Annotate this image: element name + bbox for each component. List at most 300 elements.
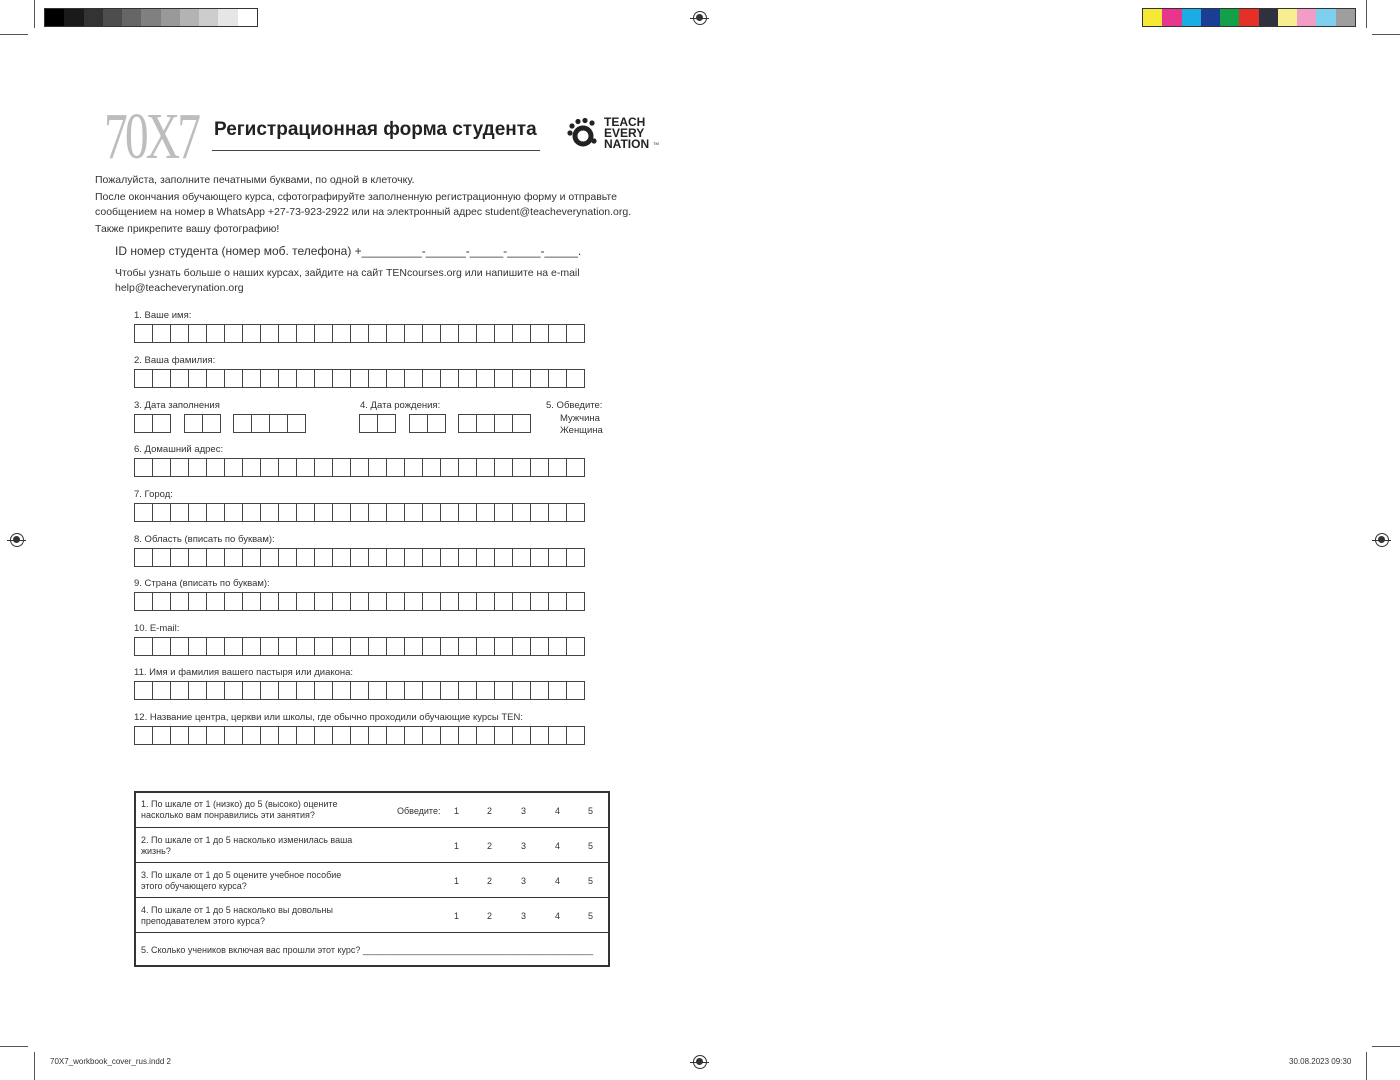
letter-box[interactable] — [224, 637, 243, 656]
letter-box[interactable] — [566, 503, 585, 522]
letter-box[interactable] — [494, 414, 513, 433]
letter-box[interactable] — [242, 548, 261, 567]
letter-box[interactable] — [386, 503, 405, 522]
letter-box[interactable] — [476, 458, 495, 477]
letter-box[interactable] — [206, 637, 225, 656]
letter-box[interactable] — [278, 548, 297, 567]
letter-box[interactable] — [548, 503, 567, 522]
letter-box[interactable] — [242, 681, 261, 700]
letter-box[interactable] — [206, 681, 225, 700]
letter-box[interactable] — [359, 414, 378, 433]
letter-box[interactable] — [368, 726, 387, 745]
letter-box[interactable] — [314, 458, 333, 477]
surname-boxes[interactable] — [134, 369, 584, 388]
letter-box[interactable] — [242, 592, 261, 611]
letter-box[interactable] — [170, 324, 189, 343]
color-strip — [1142, 8, 1356, 27]
score-4[interactable]: 4 — [555, 806, 561, 816]
letter-box[interactable] — [188, 324, 207, 343]
letter-box[interactable] — [368, 681, 387, 700]
letter-box[interactable] — [548, 369, 567, 388]
letter-box[interactable] — [332, 726, 351, 745]
score-5[interactable]: 5 — [588, 876, 594, 886]
letter-box[interactable] — [152, 637, 171, 656]
letter-box[interactable] — [224, 458, 243, 477]
letter-box[interactable] — [440, 324, 459, 343]
letter-box[interactable] — [440, 458, 459, 477]
score-2[interactable]: 2 — [487, 806, 493, 816]
letter-box[interactable] — [368, 548, 387, 567]
letter-box[interactable] — [134, 414, 153, 433]
letter-box[interactable] — [170, 503, 189, 522]
letter-box[interactable] — [188, 458, 207, 477]
letter-box[interactable] — [404, 726, 423, 745]
letter-box[interactable] — [458, 637, 477, 656]
letter-box[interactable] — [170, 592, 189, 611]
letter-box[interactable] — [202, 414, 221, 433]
letter-box[interactable] — [134, 503, 153, 522]
letter-box[interactable] — [422, 324, 441, 343]
letter-box[interactable] — [404, 503, 423, 522]
letter-box[interactable] — [278, 726, 297, 745]
letter-box[interactable] — [512, 681, 531, 700]
gender-female[interactable]: Женщина — [560, 425, 603, 436]
letter-box[interactable] — [350, 726, 369, 745]
letter-box[interactable] — [548, 726, 567, 745]
gender-male[interactable]: Мужчина — [560, 413, 600, 424]
letter-box[interactable] — [332, 324, 351, 343]
letter-box[interactable] — [152, 681, 171, 700]
letter-box[interactable] — [404, 592, 423, 611]
letter-box[interactable] — [494, 324, 513, 343]
letter-box[interactable] — [170, 681, 189, 700]
letter-box[interactable] — [530, 681, 549, 700]
letter-box[interactable] — [440, 369, 459, 388]
letter-box[interactable] — [530, 726, 549, 745]
letter-box[interactable] — [386, 681, 405, 700]
letter-box[interactable] — [170, 369, 189, 388]
letter-box[interactable] — [260, 637, 279, 656]
score-3[interactable]: 3 — [521, 876, 527, 886]
score-2[interactable]: 2 — [487, 911, 493, 921]
email-boxes[interactable] — [134, 637, 584, 656]
letter-box[interactable] — [332, 637, 351, 656]
letter-box[interactable] — [152, 503, 171, 522]
letter-box[interactable] — [386, 548, 405, 567]
letter-box[interactable] — [476, 726, 495, 745]
letter-box[interactable] — [476, 592, 495, 611]
letter-box[interactable] — [224, 548, 243, 567]
pastor-boxes[interactable] — [134, 681, 584, 700]
letter-box[interactable] — [314, 548, 333, 567]
letter-box[interactable] — [296, 592, 315, 611]
rating-row-3 — [136, 863, 608, 898]
letter-box[interactable] — [206, 592, 225, 611]
letter-box[interactable] — [206, 458, 225, 477]
letter-box[interactable] — [422, 369, 441, 388]
letter-box[interactable] — [350, 637, 369, 656]
letter-box[interactable] — [170, 548, 189, 567]
letter-box[interactable] — [206, 726, 225, 745]
letter-box[interactable] — [350, 548, 369, 567]
letter-box[interactable] — [206, 503, 225, 522]
letter-box[interactable] — [188, 726, 207, 745]
letter-box[interactable] — [404, 637, 423, 656]
score-3[interactable]: 3 — [521, 806, 527, 816]
center-boxes[interactable] — [134, 726, 584, 745]
letter-box[interactable] — [332, 681, 351, 700]
letter-box[interactable] — [314, 637, 333, 656]
letter-box[interactable] — [377, 414, 396, 433]
letter-box[interactable] — [296, 726, 315, 745]
letter-box[interactable] — [314, 324, 333, 343]
letter-box[interactable] — [404, 548, 423, 567]
fill-date-month-boxes[interactable] — [184, 414, 220, 433]
letter-box[interactable] — [260, 503, 279, 522]
letter-box[interactable] — [566, 726, 585, 745]
letter-box[interactable] — [152, 458, 171, 477]
letter-box[interactable] — [458, 503, 477, 522]
letter-box[interactable] — [422, 681, 441, 700]
letter-box[interactable] — [278, 324, 297, 343]
letter-box[interactable] — [224, 503, 243, 522]
letter-box[interactable] — [350, 681, 369, 700]
letter-box[interactable] — [440, 503, 459, 522]
letter-box[interactable] — [134, 681, 153, 700]
city-boxes[interactable] — [134, 503, 584, 522]
letter-box[interactable] — [530, 369, 549, 388]
letter-box[interactable] — [530, 503, 549, 522]
ten-logo-word-2: EVERY — [604, 126, 645, 140]
letter-box[interactable] — [512, 369, 531, 388]
letter-box[interactable] — [314, 681, 333, 700]
letter-box[interactable] — [548, 324, 567, 343]
letter-box[interactable] — [260, 592, 279, 611]
letter-box[interactable] — [458, 548, 477, 567]
letter-box[interactable] — [458, 369, 477, 388]
letter-box[interactable] — [422, 458, 441, 477]
letter-box[interactable] — [314, 369, 333, 388]
letter-box[interactable] — [566, 458, 585, 477]
letter-box[interactable] — [512, 726, 531, 745]
letter-box[interactable] — [530, 637, 549, 656]
letter-box[interactable] — [548, 592, 567, 611]
name-boxes[interactable] — [134, 324, 584, 343]
letter-box[interactable] — [314, 592, 333, 611]
student-id-line: ID номер студента (номер моб. телефона) +_________-______-_____-_____-_____. — [115, 244, 582, 258]
letter-box[interactable] — [530, 324, 549, 343]
letter-box[interactable] — [332, 592, 351, 611]
address-boxes[interactable] — [134, 458, 584, 477]
letter-box[interactable] — [152, 324, 171, 343]
letter-box[interactable] — [512, 458, 531, 477]
letter-box[interactable] — [152, 414, 171, 433]
letter-box[interactable] — [566, 681, 585, 700]
letter-box[interactable] — [458, 592, 477, 611]
score-2[interactable]: 2 — [487, 876, 493, 886]
letter-box[interactable] — [332, 548, 351, 567]
color-swatch — [1220, 9, 1239, 26]
letter-box[interactable] — [530, 458, 549, 477]
letter-box[interactable] — [494, 681, 513, 700]
letter-box[interactable] — [152, 726, 171, 745]
score-1[interactable]: 1 — [454, 841, 460, 851]
letter-box[interactable] — [440, 726, 459, 745]
footer-file-info: 70X7_workbook_cover_rus.indd 2 — [50, 1057, 171, 1066]
letter-box[interactable] — [386, 726, 405, 745]
letter-box[interactable] — [350, 458, 369, 477]
letter-box[interactable] — [242, 726, 261, 745]
score-3[interactable]: 3 — [521, 911, 527, 921]
rating-question-4: 4. По шкале от 1 до 5 насколько вы довольны преподавателем этого курса? — [141, 905, 333, 926]
letter-box[interactable] — [368, 324, 387, 343]
fill-date-day-boxes[interactable] — [134, 414, 170, 433]
letter-box[interactable] — [260, 726, 279, 745]
field-label-pastor: 11. Имя и фамилия вашего пастыря или диакона: — [134, 667, 354, 678]
letter-box[interactable] — [242, 369, 261, 388]
letter-box[interactable] — [566, 592, 585, 611]
letter-box[interactable] — [170, 637, 189, 656]
letter-box[interactable] — [170, 458, 189, 477]
country-boxes[interactable] — [134, 592, 584, 611]
letter-box[interactable] — [152, 369, 171, 388]
letter-box[interactable] — [404, 369, 423, 388]
letter-box[interactable] — [224, 592, 243, 611]
letter-box[interactable] — [206, 324, 225, 343]
letter-box[interactable] — [566, 369, 585, 388]
letter-box[interactable] — [530, 592, 549, 611]
letter-box[interactable] — [134, 726, 153, 745]
letter-box[interactable] — [476, 637, 495, 656]
letter-box[interactable] — [512, 503, 531, 522]
letter-box[interactable] — [134, 369, 153, 388]
letter-box[interactable] — [332, 458, 351, 477]
letter-box[interactable] — [476, 681, 495, 700]
letter-box[interactable] — [386, 458, 405, 477]
score-5[interactable]: 5 — [588, 841, 594, 851]
letter-box[interactable] — [242, 637, 261, 656]
letter-box[interactable] — [332, 503, 351, 522]
region-boxes[interactable] — [134, 548, 584, 567]
field-label-region: 8. Область (вписать по буквам): — [134, 534, 275, 545]
score-1[interactable]: 1 — [454, 876, 460, 886]
letter-box[interactable] — [260, 369, 279, 388]
letter-box[interactable] — [440, 548, 459, 567]
letter-box[interactable] — [386, 592, 405, 611]
color-swatch — [1278, 9, 1297, 26]
letter-box[interactable] — [188, 369, 207, 388]
letter-box[interactable] — [476, 369, 495, 388]
letter-box[interactable] — [188, 503, 207, 522]
ten-logo-mark-icon — [566, 117, 600, 151]
letter-box[interactable] — [566, 324, 585, 343]
score-2[interactable]: 2 — [487, 841, 493, 851]
score-1[interactable]: 1 — [454, 806, 460, 816]
letter-box[interactable] — [476, 548, 495, 567]
letter-box[interactable] — [152, 592, 171, 611]
letter-box[interactable] — [548, 681, 567, 700]
letter-box[interactable] — [314, 503, 333, 522]
letter-box[interactable] — [458, 726, 477, 745]
letter-box[interactable] — [350, 369, 369, 388]
score-4[interactable]: 4 — [555, 841, 561, 851]
letter-box[interactable] — [278, 369, 297, 388]
letter-box[interactable] — [296, 369, 315, 388]
letter-box[interactable] — [476, 324, 495, 343]
letter-box[interactable] — [152, 548, 171, 567]
score-1[interactable]: 1 — [454, 911, 460, 921]
letter-box[interactable] — [566, 548, 585, 567]
birth-date-year-boxes[interactable] — [458, 414, 530, 433]
letter-box[interactable] — [314, 726, 333, 745]
letter-box[interactable] — [458, 458, 477, 477]
letter-box[interactable] — [422, 726, 441, 745]
letter-box[interactable] — [494, 548, 513, 567]
letter-box[interactable] — [386, 369, 405, 388]
student-count-question[interactable]: 5. Сколько учеников включая вас прошли этот курс? ______________________________________________ — [141, 945, 594, 955]
letter-box[interactable] — [409, 414, 428, 433]
letter-box[interactable] — [260, 324, 279, 343]
registration-mark-icon — [10, 533, 24, 547]
letter-box[interactable] — [184, 414, 203, 433]
letter-box[interactable] — [404, 681, 423, 700]
letter-box[interactable] — [494, 637, 513, 656]
letter-box[interactable] — [134, 458, 153, 477]
letter-box[interactable] — [242, 503, 261, 522]
letter-box[interactable] — [296, 503, 315, 522]
title-underline — [212, 150, 540, 151]
letter-box[interactable] — [476, 414, 495, 433]
letter-box[interactable] — [278, 592, 297, 611]
letter-box[interactable] — [476, 503, 495, 522]
letter-box[interactable] — [251, 414, 270, 433]
letter-box[interactable] — [494, 592, 513, 611]
score-4[interactable]: 4 — [555, 911, 561, 921]
score-5[interactable]: 5 — [588, 911, 594, 921]
letter-box[interactable] — [548, 637, 567, 656]
letter-box[interactable] — [296, 458, 315, 477]
letter-box[interactable] — [458, 414, 477, 433]
birth-date-month-boxes[interactable] — [409, 414, 445, 433]
letter-box[interactable] — [494, 503, 513, 522]
field-label-country: 9. Страна (вписать по буквам): — [134, 578, 270, 589]
letter-box[interactable] — [170, 726, 189, 745]
letter-box[interactable] — [494, 726, 513, 745]
letter-box[interactable] — [440, 592, 459, 611]
letter-box[interactable] — [296, 548, 315, 567]
letter-box[interactable] — [134, 637, 153, 656]
fill-date-year-boxes[interactable] — [233, 414, 305, 433]
letter-box[interactable] — [278, 681, 297, 700]
letter-box[interactable] — [512, 637, 531, 656]
letter-box[interactable] — [206, 369, 225, 388]
rating-table — [134, 791, 610, 967]
letter-box[interactable] — [134, 324, 153, 343]
letter-box[interactable] — [224, 681, 243, 700]
letter-box[interactable] — [494, 458, 513, 477]
letter-box[interactable] — [440, 637, 459, 656]
letter-box[interactable] — [368, 592, 387, 611]
circle-label: Обведите: — [397, 806, 441, 816]
letter-box[interactable] — [260, 458, 279, 477]
letter-box[interactable] — [422, 503, 441, 522]
letter-box[interactable] — [512, 414, 531, 433]
letter-box[interactable] — [260, 548, 279, 567]
letter-box[interactable] — [296, 681, 315, 700]
letter-box[interactable] — [368, 458, 387, 477]
letter-box[interactable] — [224, 324, 243, 343]
letter-box[interactable] — [458, 324, 477, 343]
letter-box[interactable] — [368, 637, 387, 656]
letter-box[interactable] — [350, 592, 369, 611]
letter-box[interactable] — [404, 458, 423, 477]
letter-box[interactable] — [404, 324, 423, 343]
letter-box[interactable] — [224, 369, 243, 388]
color-swatch — [1259, 9, 1278, 26]
letter-box[interactable] — [188, 681, 207, 700]
letter-box[interactable] — [548, 458, 567, 477]
letter-box[interactable] — [494, 369, 513, 388]
registration-mark-icon — [693, 11, 707, 25]
letter-box[interactable] — [260, 681, 279, 700]
letter-box[interactable] — [350, 503, 369, 522]
letter-box[interactable] — [242, 324, 261, 343]
letter-box[interactable] — [427, 414, 446, 433]
letter-box[interactable] — [296, 324, 315, 343]
letter-box[interactable] — [386, 637, 405, 656]
letter-box[interactable] — [422, 592, 441, 611]
letter-box[interactable] — [332, 369, 351, 388]
crop-mark — [34, 0, 35, 28]
letter-box[interactable] — [278, 503, 297, 522]
letter-box[interactable] — [188, 637, 207, 656]
letter-box[interactable] — [224, 726, 243, 745]
letter-box[interactable] — [440, 681, 459, 700]
letter-box[interactable] — [134, 592, 153, 611]
letter-box[interactable] — [422, 637, 441, 656]
letter-box[interactable] — [278, 637, 297, 656]
letter-box[interactable] — [287, 414, 306, 433]
color-swatch — [1182, 9, 1201, 26]
letter-box[interactable] — [422, 548, 441, 567]
letter-box[interactable] — [278, 458, 297, 477]
letter-box[interactable] — [188, 592, 207, 611]
letter-box[interactable] — [512, 548, 531, 567]
letter-box[interactable] — [512, 324, 531, 343]
letter-box[interactable] — [548, 548, 567, 567]
birth-date-day-boxes[interactable] — [359, 414, 395, 433]
field-label-address: 6. Домашний адрес: — [134, 444, 224, 455]
letter-box[interactable] — [566, 637, 585, 656]
score-5[interactable]: 5 — [588, 806, 594, 816]
letter-box[interactable] — [134, 548, 153, 567]
score-4[interactable]: 4 — [555, 876, 561, 886]
score-3[interactable]: 3 — [521, 841, 527, 851]
letter-box[interactable] — [188, 548, 207, 567]
letter-box[interactable] — [512, 592, 531, 611]
letter-box[interactable] — [368, 369, 387, 388]
letter-box[interactable] — [350, 324, 369, 343]
letter-box[interactable] — [296, 637, 315, 656]
letter-box[interactable] — [368, 503, 387, 522]
letter-box[interactable] — [530, 548, 549, 567]
letter-box[interactable] — [269, 414, 288, 433]
letter-box[interactable] — [458, 681, 477, 700]
letter-box[interactable] — [233, 414, 252, 433]
letter-box[interactable] — [386, 324, 405, 343]
letter-box[interactable] — [242, 458, 261, 477]
letter-box[interactable] — [206, 548, 225, 567]
